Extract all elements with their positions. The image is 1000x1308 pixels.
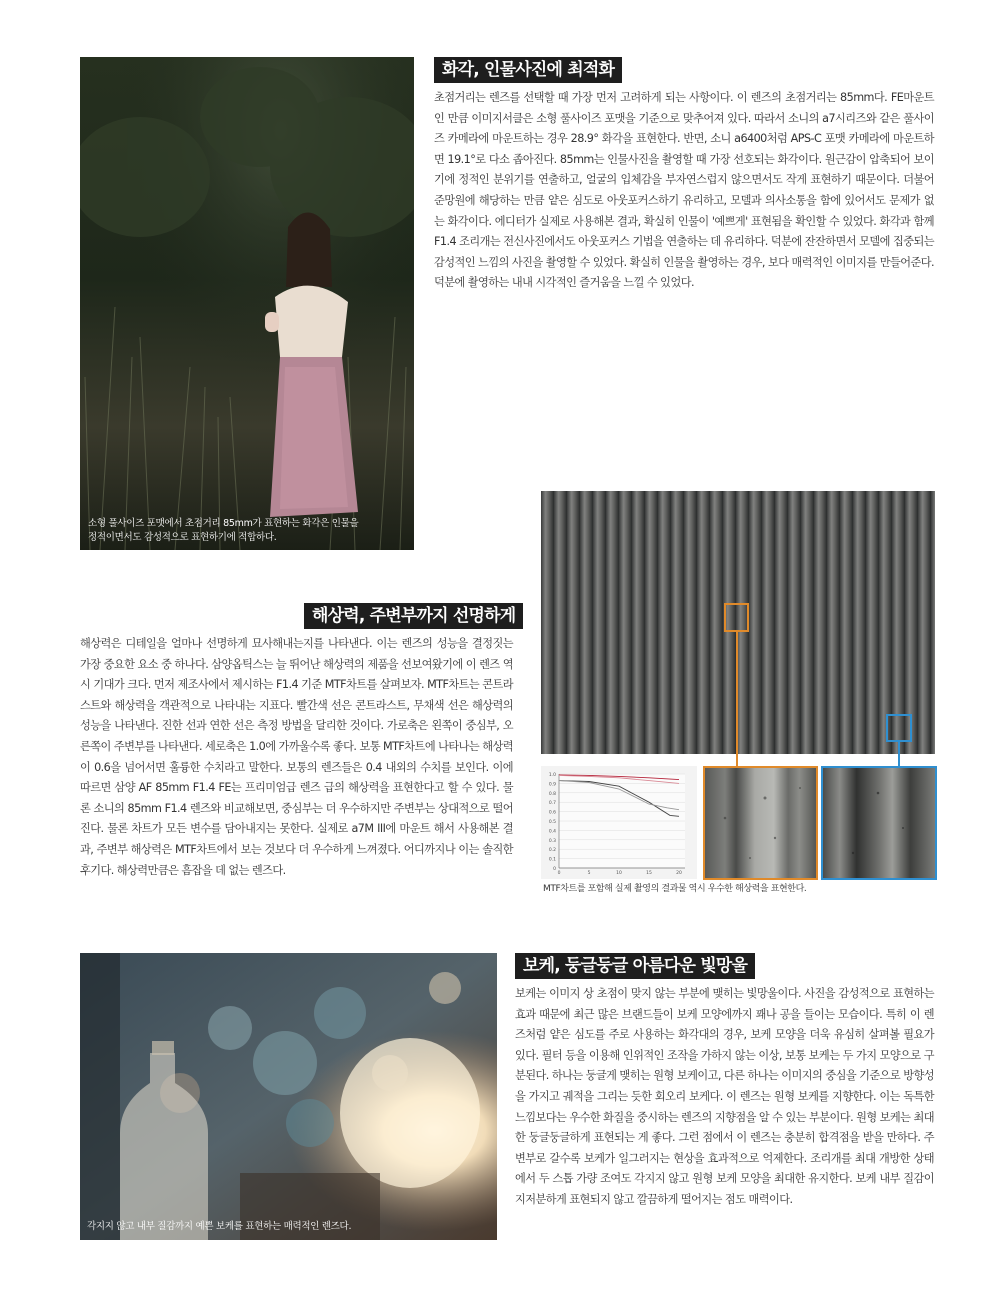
portrait-photo bbox=[80, 57, 414, 550]
section3-body: 보케는 이미지 상 초점이 맞지 않는 부분에 맺히는 빛망울이다. 사진을 감성적으로 표현하는 효과 때문에 최근 많은 브랜드들이 보케 모양에까지 꽤나 공을 들이는 모습이다. 특히 이 렌즈처럼 얕은 심도를 주로 사용하는 화각대의 경우, 보케 모양을 더욱 유심히 살펴볼 필요가 있다. 필터 등을 이용해 인위적인 조작을 가하지 않는 이상, 보통 보케는 두 가지 모양으로 구분된다. 하나는 둥글게 맺히는 원형 보케이고, 다른 하나는 이미지의 중심을 기준으로 방향성을 가지고 궤적을 그리는 듯한 회오리 보케다. 이 렌즈는 원형 보케를 지향한다. 이는 독특한 느낌보다는 우수한 화질을 중시하는 렌즈의 지향점을 알 수 있는 부분이다. 원형 보케는 최대한 둥글둥글하게 표현되는 게 좋다. 그런 점에서 이 렌즈는 충분히 합격점을 받을 만하다. 주변부로 갈수록 보케가 일그러지는 현상을 효과적으로 억제한다. 조리개를 최대 개방한 상태에서 두 스톱 가량 조여도 각지지 않고 원형 보케 모양을 최대한 유지한다. 보케 내부 질감이 지저분하게 표현되지 않고 깔끔하게 떨어지는 점도 매력이다. bbox=[515, 987, 934, 1206]
section2-heading: 해상력, 주변부까지 선명하게 bbox=[304, 603, 523, 629]
y-tick-label: 0.3 bbox=[548, 838, 556, 844]
wall-photo bbox=[541, 491, 935, 754]
y-tick-label: 0.1 bbox=[548, 857, 556, 863]
section1-heading: 화각, 인물사진에 최적화 bbox=[434, 57, 622, 83]
x-tick-label: 0 bbox=[557, 871, 561, 876]
y-tick-label: 0.2 bbox=[548, 848, 556, 854]
x-tick-label: 20 bbox=[676, 871, 682, 876]
y-tick-label: 0.7 bbox=[548, 801, 556, 807]
y-tick-label: 0.8 bbox=[548, 791, 556, 797]
section2-body: 해상력은 디테일을 얼마나 선명하게 묘사해내는지를 나타낸다. 이는 렌즈의 성능을 결정짓는 가장 중요한 요소 중 하나다. 삼양옵틱스는 늘 뛰어난 해상력의 제품을 선보여왔기에 이 렌즈 역시 기대가 크다. 먼저 제조사에서 제시하는 F1.4 기준 MTF차트를 살펴보자. MTF차트는 콘트라스트와 해상력을 객관적으로 나타내는 지표다. 빨간색 선은 콘트라스트, 무채색 선은 해상력의 성능을 나타낸다. 진한 선과 연한 선은 측정 방법을 달리한 것이다. 가로축은 왼쪽이 중심부, 오른쪽이 주변부를 나타낸다. 세로축은 1.0에 가까울수록 좋다. 보통 MTF차트에 나타나는 해상력이 0.6을 넘어서면 훌륭한 수치라고 말한다. 보통의 렌즈들은 0.4 내외의 수치를 보인다. 이에 따르면 삼양 AF 85mm F1.4 FE는 프리미엄급 렌즈 급의 해상력을 표현한다고 할 수 있다. 물론 소니의 85mm F1.4 렌즈와 비교해보면, 중심부는 더 우수하지만 주변부는 상대적으로 떨어진다. 물론 차트가 모든 변수를 담아내지는 못한다. 실제로 a7M III에 마운트 해서 사용해본 결과, 주변부 해상력은 MTF차트에서 보는 것보다 더 우수하게 느껴졌다. 어디까지나 이는 솔직한 후기다. 해상력만큼은 흠잡을 데 없는 렌즈다. bbox=[80, 637, 513, 877]
bokeh-caption: 각지지 않고 내부 질감까지 예쁜 보케를 표현하는 매력적인 렌즈다. bbox=[87, 1221, 352, 1232]
y-tick-label: 0 bbox=[553, 867, 556, 872]
bokeh-photo bbox=[80, 953, 497, 1240]
section1-body: 초점거리는 렌즈를 선택할 때 가장 먼저 고려하게 되는 사항이다. 이 렌즈의 초점거리는 85mm다. FE마운트인 만큼 이미지서클은 소형 풀사이즈 포맷을 기준으로 맞추어져 있다. 따라서 소니의 a7시리즈와 같은 풀사이즈 카메라에 마운트하는 경우 28.9° 화각을 표현한다. 반면, 소니 a6400처럼 APS-C 포맷 카메라에 마운트하면 19.1°로 다소 좁아진다. 85mm는 인물사진을 촬영할 때 가장 선호되는 화각이다. 원근감이 압축되어 보이기에 정적인 분위기를 연출하고, 얼굴의 입체감을 부자연스럽지 않으면서도 작게 표현하기 때문이다. 더불어 준망원에 해당하는 만큼 얕은 심도로 아웃포커스하기 유리하고, 모델과 의사소통을 함에 있어서도 문제가 없는 화각이다. 에디터가 실제로 사용해본 결과, 확실히 인물이 '예쁘게' 표현됨을 확인할 수 있었다. 화각과 함께 F1.4 조리개는 전신사진에서도 아웃포커스 기법을 연출하는 데 유리하다. 덕분에 잔잔하면서 모델에 집중되는 감성적인 느낌의 사진을 촬영할 수 있었다. 확실히 인물을 촬영하는 경우, 보다 매력적인 이미지를 만들어준다. 덕분에 촬영하는 내내 시각적인 즐거움을 느낄 수 있었다. bbox=[434, 91, 934, 290]
y-tick-label: 0.4 bbox=[548, 829, 556, 835]
x-tick-label: 15 bbox=[646, 871, 652, 876]
portrait-caption-line2: 정적이면서도 감성적으로 표현하기에 적합하다. bbox=[88, 532, 277, 543]
x-tick-label: 5 bbox=[587, 871, 591, 876]
blue-connector bbox=[898, 754, 900, 766]
portrait-photo-image bbox=[80, 57, 414, 550]
y-tick-label: 0.6 bbox=[548, 810, 556, 816]
orange-zoom-crop bbox=[703, 766, 818, 880]
orange-connector bbox=[736, 754, 738, 766]
chart-caption: MTF차트를 포함해 실제 촬영의 결과물 역시 우수한 해상력을 표현한다. bbox=[543, 884, 807, 894]
mtf-chart-panel bbox=[541, 766, 697, 879]
portrait-caption-line1: 소형 풀사이즈 포맷에서 초점거리 85mm가 표현하는 화각은 인물을 bbox=[88, 518, 359, 529]
bokeh-photo-image bbox=[80, 953, 497, 1240]
y-tick-label: 0.9 bbox=[548, 782, 556, 788]
mtf-chart bbox=[541, 766, 697, 879]
section3-heading: 보케, 둥글둥글 아름다운 빛망울 bbox=[515, 953, 755, 979]
y-tick-label: 1.0 bbox=[548, 773, 556, 778]
x-tick-label: 10 bbox=[616, 871, 622, 876]
wall-photo-image bbox=[541, 491, 935, 754]
y-tick-label: 0.5 bbox=[548, 820, 556, 825]
blue-zoom-crop bbox=[821, 766, 937, 880]
